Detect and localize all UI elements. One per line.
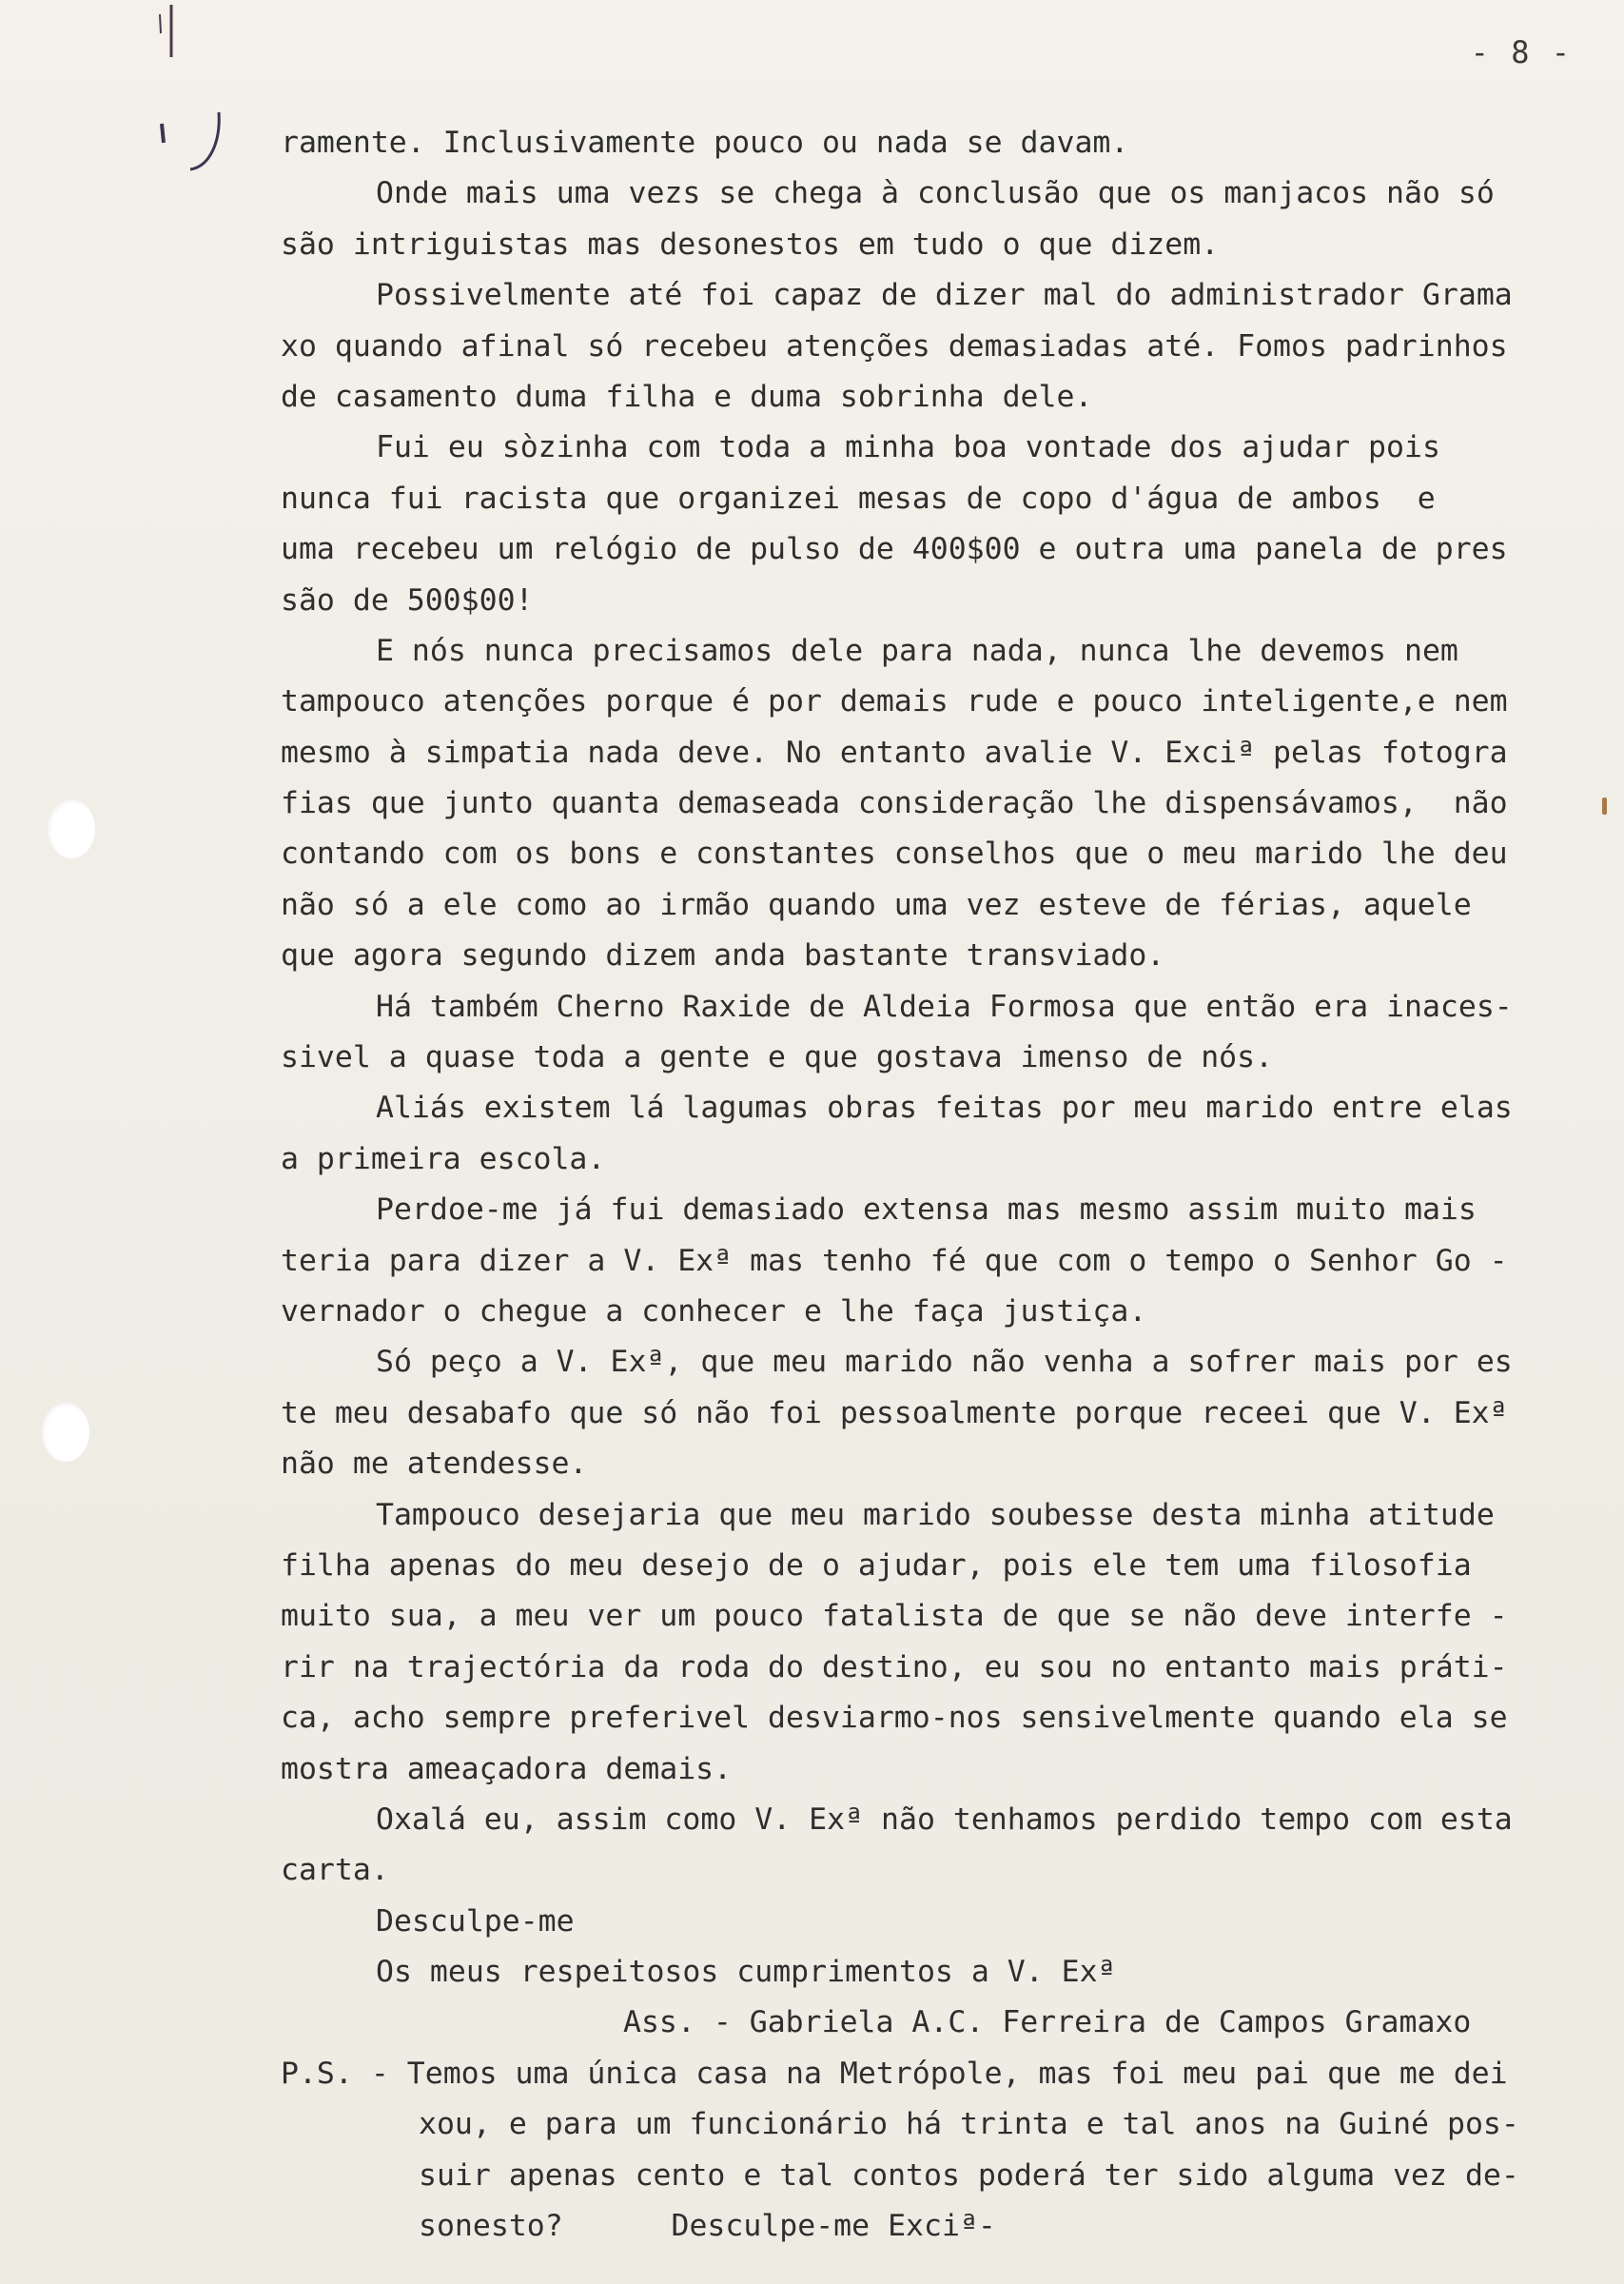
- text-line: Só peço a V. Exª, que meu marido não venha a sofrer mais por es: [376, 1345, 1513, 1380]
- text-line: Aliás existem lá lagumas obras feitas por meu marido entre elas: [376, 1091, 1513, 1126]
- text-line: são intriguistas mas desonestos em tudo o que dizem.: [281, 226, 1220, 262]
- text-line: contando com os bons e constantes conselhos que o meu marido lhe deu: [281, 837, 1508, 872]
- text-line: Os meus respeitosos cumprimentos a V. Exª: [376, 1955, 1116, 1990]
- text-line: teria para dizer a V. Exª mas tenho fé que com o tempo o Senhor Go -: [281, 1243, 1508, 1278]
- text-line: de casamento duma filha e duma sobrinha dele.: [281, 379, 1093, 414]
- signature-line: Ass. - Gabriela A.C. Ferreira de Campos Gramaxo: [623, 2005, 1472, 2040]
- text-line: tampouco atenções porque é por demais rude e pouco inteligente,e nem: [281, 684, 1508, 719]
- page-number: - 8 -: [1470, 34, 1572, 70]
- text-line: Fui eu sòzinha com toda a minha boa vontade dos ajudar pois: [376, 430, 1440, 465]
- binding-mark-icon: [152, 0, 238, 171]
- text-line: xo quando afinal só recebeu atenções demasiadas até. Fomos padrinhos: [281, 328, 1508, 364]
- postscript-line: xou, e para um funcionário há trinta e tal anos na Guiné pos-: [419, 2107, 1519, 2142]
- text-line: Tampouco desejaria que meu marido soubesse desta minha atitude: [376, 1497, 1495, 1532]
- text-line: uma recebeu um relógio de pulso de 400$00 e outra uma panela de pres: [281, 532, 1508, 567]
- text-line: que agora segundo dizem anda bastante transviado.: [281, 938, 1165, 974]
- margin-speck: [1602, 797, 1607, 815]
- text-line: Há também Cherno Raxide de Aldeia Formosa que então era inaces-: [376, 989, 1513, 1024]
- text-line: ramente. Inclusivamente pouco ou nada se davam.: [281, 126, 1129, 160]
- text-line: sivel a quase toda a gente e que gostava imenso de nós.: [281, 1040, 1274, 1075]
- text-line: não só a ele como ao irmão quando uma vez esteve de férias, aquele: [281, 887, 1472, 922]
- text-line: Possivelmente até foi capaz de dizer mal do administrador Grama: [376, 278, 1513, 313]
- text-line: muito sua, a meu ver um pouco fatalista de que se não deve interfe -: [281, 1599, 1508, 1634]
- text-line: Oxalá eu, assim como V. Exª não tenhamos perdido tempo com esta: [376, 1802, 1513, 1837]
- postscript-line: sonesto? Desculpe-me Exciª-: [419, 2209, 996, 2244]
- text-line: ca, acho sempre preferivel desviarmo-nos sensivelmente quando ela se: [281, 1701, 1508, 1736]
- postscript-first-line: [281, 2049, 1575, 2099]
- text-line: a primeira escola.: [281, 1141, 606, 1176]
- punch-hole-lower: [42, 1403, 89, 1462]
- text-line: rir na trajectória da roda do destino, eu sou no entanto mais práti-: [281, 1649, 1508, 1684]
- text-line: Desculpe-me: [376, 1903, 575, 1939]
- postscript-line: suir apenas cento e tal contos poderá ter sido alguma vez de-: [419, 2157, 1519, 2193]
- text-line: carta.: [281, 1853, 389, 1888]
- punch-hole-upper: [48, 799, 95, 858]
- text-line: são de 500$00!: [281, 582, 534, 618]
- text-line: Perdoe-me já fui demasiado extensa mas mesmo assim muito mais: [376, 1192, 1477, 1228]
- text-line: nunca fui racista que organizei mesas de copo d'água de ambos e: [281, 481, 1436, 516]
- text-line: mesmo à simpatia nada deve. No entanto avalie V. Exciª pelas fotogra: [281, 735, 1508, 770]
- text-line: não me atendesse.: [281, 1447, 588, 1482]
- text-line: fias que junto quanta demaseada consideração lhe dispensávamos, não: [281, 786, 1508, 821]
- postscript-text: Temos uma única casa na Metrópole, mas foi meu pai que me dei: [406, 2056, 1508, 2091]
- letter-body: [281, 118, 1575, 2252]
- text-line: Onde mais uma vezs se chega à conclusão que os manjacos não só: [376, 176, 1495, 211]
- text-line: vernador o chegue a conhecer e lhe faça justiça.: [281, 1293, 1147, 1329]
- text-line: filha apenas do meu desejo de o ajudar, pois ele tem uma filosofia: [281, 1547, 1472, 1583]
- text-line: E nós nunca precisamos dele para nada, nunca lhe devemos nem: [376, 633, 1458, 668]
- postscript-label: P.S. -: [281, 2056, 407, 2091]
- text-line: te meu desabafo que só não foi pessoalmente porque receei que V. Exª: [281, 1395, 1508, 1430]
- text-line: mostra ameaçadora demais.: [281, 1751, 733, 1786]
